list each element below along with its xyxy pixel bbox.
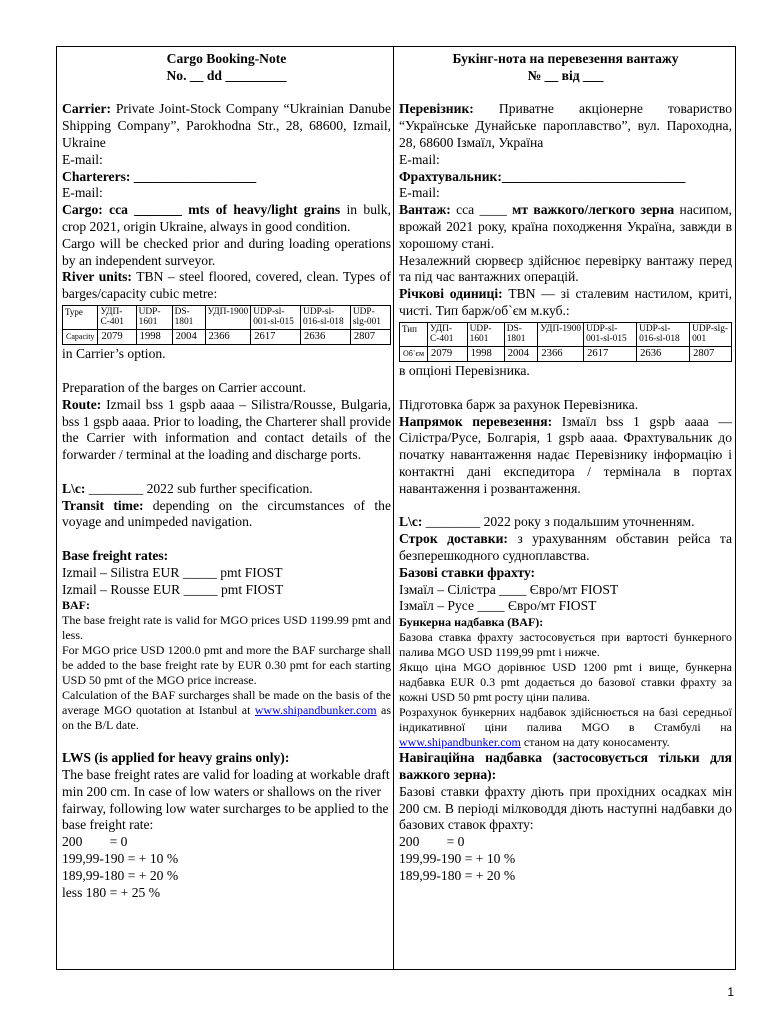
rate-rousse-uk: Ізмаїл – Русе ____ Євро/мт FIOST xyxy=(399,598,597,614)
barge-type: UDP-sl-001-sl-015 xyxy=(251,305,301,329)
lws-row-3-uk: 189,99-180 = + 20 % xyxy=(399,867,516,883)
lws-row-2-uk: 199,99-190 = + 10 % xyxy=(399,850,516,866)
number-en: No. __ dd _________ xyxy=(166,67,287,83)
barges-table-uk xyxy=(399,322,732,363)
cargo-check-en: Cargo will be checked prior and during loading operations by an independent surveyor. xyxy=(62,235,391,268)
lws-row-3-en: 189,99-180 = + 20 % xyxy=(62,867,179,883)
table-capacity-label: Об`єм xyxy=(400,346,428,362)
lws-heading-en: LWS (is applied for heavy grains only): xyxy=(62,750,290,766)
rate-silistra-en: Izmail – Silistra EUR _____ pmt FIOST xyxy=(62,564,283,580)
barge-capacity: 2617 xyxy=(251,329,301,345)
barge-type: DS-1801 xyxy=(504,322,538,346)
rate-silistra-uk: Ізмаїл – Сілістра ____ Євро/мт FIOST xyxy=(399,581,619,597)
baf-text-1-uk: Базова ставка фрахту застосовується при вартості бункерного палива MGO USD 1199,99 pmt і нижче. xyxy=(399,630,732,660)
english-column xyxy=(62,51,391,901)
barge-type: УДП-С-401 xyxy=(98,305,136,329)
barge-type: UDP-slg-001 xyxy=(350,305,390,329)
river-units-uk: Річкові одиниці: TBN — зі сталевим настилом, криті, чисті. Тип барж/об`єм м.куб.: xyxy=(399,286,732,318)
route-en: Route: Izmail bss 1 gspb aaaa – Silistra/Rousse, Bulgaria, bss 1 gspb aaaa. Prior to loading, the Charterer shall provide the Carrier with information and contact details of the forwarder / terminal at the loading and discharge ports. xyxy=(62,396,391,463)
rate-rousse-en: Izmail – Rousse EUR _____ pmt FIOST xyxy=(62,581,284,597)
barge-capacity: 2807 xyxy=(350,329,390,345)
barge-type: УДП-1900 xyxy=(538,322,584,346)
charterers-en: Charterers: __________________ xyxy=(62,168,257,184)
lws-text-en: The base freight rates are valid for loading at workable draft min 200 cm. In case of low waters or shallows on the river fairway, following low water surcharges to be applied to the base freight rate: xyxy=(62,767,390,833)
barge-capacity: 2004 xyxy=(504,346,538,362)
barge-type: UDP-sl-001-sl-015 xyxy=(584,322,637,346)
lc-uk: L\c: ________ 2022 року з подальшим уточненням. xyxy=(399,514,695,530)
barge-type: УДП-С-401 xyxy=(428,322,468,346)
barge-type: UDP-1601 xyxy=(467,322,504,346)
baf-text-3-uk: Розрахунок бункерних надбавок здійснюється на базі середньої індикативної ціни палива MGO в Стамбулі на www.shipandbunker.com станом на дату коносаменту. xyxy=(399,705,732,750)
barge-capacity: 2079 xyxy=(428,346,468,362)
table-type-label: Type xyxy=(63,305,98,329)
lws-text-uk: Базові ставки фрахту діють при прохідних осадках мін 200 см. В періоді мілководдя діють наступні надбавки до базових ставок фрахту: xyxy=(399,783,732,833)
lws-row-1-uk: 200 = 0 xyxy=(399,834,465,850)
cargo-uk: Вантаж: cca ____ мт важкого/легкого зерна насипом, врожай 2021 року, країна походження Україна, завжди в хорошому стані. xyxy=(399,202,732,251)
email-uk-2: E-mail: xyxy=(399,185,440,201)
page-number: 1 xyxy=(727,985,734,999)
table-type-label: Тип xyxy=(400,322,428,346)
barge-capacity: 2366 xyxy=(205,329,251,345)
cargo-en: Cargo: cca _______ mts of heavy/light grains in bulk, crop 2021, origin Ukraine, always in good condition. xyxy=(62,202,391,234)
charterers-uk: Фрахтувальник:___________________________ xyxy=(399,168,686,184)
barge-capacity: 1998 xyxy=(136,329,172,345)
river-units-en: River units: TBN – steel floored, covered, clean. Types of barges/capacity cubic metre: xyxy=(62,269,391,302)
table-capacity-label: Capacity xyxy=(63,329,98,345)
email-en-2: E-mail: xyxy=(62,185,103,201)
barge-capacity: 1998 xyxy=(467,346,504,362)
lc-en: L\c: ________ 2022 sub further specification. xyxy=(62,480,313,496)
title-en: Cargo Booking-Note xyxy=(166,51,287,66)
barge-type: UDP-slg-001 xyxy=(690,322,732,346)
barge-capacity: 2807 xyxy=(690,346,732,362)
barge-capacity: 2079 xyxy=(98,329,136,345)
barge-type: UDP-1601 xyxy=(136,305,172,329)
baf-text-1-en: The base freight rate is valid for MGO prices USD 1199.99 pmt and less. xyxy=(62,613,391,643)
preparation-uk: Підготовка барж за рахунок Перевізника. xyxy=(399,396,639,412)
base-rates-heading-en: Base freight rates: xyxy=(62,548,169,564)
barge-capacity: 2004 xyxy=(172,329,205,345)
baf-text-3-en: Calculation of the BAF surcharges shall be made on the basis of the average MGO quotation at Istanbul at www.shipandbunker.com as on the B/L date. xyxy=(62,688,391,733)
baf-text-2-en: For MGO price USD 1200.0 pmt and more the BAF surcharge shall be added to the base freight rate by EUR 0.30 pmt for each starting USD 50 pmt of the MGO price increase. xyxy=(62,643,391,688)
barge-capacity: 2636 xyxy=(637,346,690,362)
route-uk: Напрямок перевезення: Ізмаїл bss 1 gspb aaaa — Сілістра/Русе, Болгарія, 1 gspb aaaa. Фрахтувальник до початку навантаження надає Перевізнику інформацію і контактні дані експедитора / термінала в портах навантаження і розвантаження. xyxy=(399,413,732,496)
option-en: in Carrier’s option. xyxy=(62,346,166,362)
preparation-en: Preparation of the barges on Carrier account. xyxy=(62,380,306,396)
barge-type: DS-1801 xyxy=(172,305,205,329)
baf-text-2-uk: Якщо ціна MGO дорівнює USD 1200 pmt і вище, бункерна надбавка EUR 0.3 pmt додається до базової ставки фрахту за кожні USD 50 pmt росту ціни палива. xyxy=(399,660,732,705)
base-rates-heading-uk: Базові ставки фрахту: xyxy=(399,564,536,580)
barge-capacity: 2617 xyxy=(584,346,637,362)
lws-row-2-en: 199,99-190 = + 10 % xyxy=(62,850,179,866)
shipandbunker-link[interactable]: www.shipandbunker.com xyxy=(254,703,377,718)
transit-en: Transit time: depending on the circumstances of the voyage and unimpeded navigation. xyxy=(62,497,391,530)
baf-heading-en: BAF: xyxy=(62,598,90,613)
column-divider xyxy=(393,46,394,970)
barge-type: UDP-sl-016-sl-018 xyxy=(301,305,351,329)
lws-heading-uk: Навігаційна надбавка (застосовується тільки для важкого зерна): xyxy=(399,750,732,782)
baf-heading-uk: Бункерна надбавка (BAF): xyxy=(399,615,544,630)
transit-uk: Строк доставки: з урахуванням обставин рейса та безперешкодного судноплавства. xyxy=(399,531,733,564)
barge-type: UDP-sl-016-sl-018 xyxy=(637,322,690,346)
cargo-check-uk: Незалежний сюрвеєр здійснює перевірку вантажу перед та під час вантажних операцій. xyxy=(399,252,732,285)
carrier-en: Carrier: Private Joint-Stock Company “Ukrainian Danube Shipping Company”, Parokhodna Str., 28, 68600, Izmail, Ukraine xyxy=(62,101,391,150)
barge-type: УДП-1900 xyxy=(205,305,251,329)
shipandbunker-link[interactable]: www.shipandbunker.com xyxy=(399,735,521,750)
email-en-1: E-mail: xyxy=(62,151,103,167)
barge-capacity: 2366 xyxy=(538,346,584,362)
barges-table-en xyxy=(62,305,391,346)
lws-row-1-en: 200 = 0 xyxy=(62,834,128,850)
ukrainian-column xyxy=(399,51,732,885)
lws-row-4-en: less 180 = + 25 % xyxy=(62,884,161,900)
carrier-uk: Перевізник: Приватне акціонерне товариство “Українське Дунайське пароплавство”, вул. Пароходна, 28, 68600 Ізмаїл, Україна xyxy=(399,101,732,150)
option-uk: в опціоні Перевізника. xyxy=(399,363,530,379)
barge-capacity: 2636 xyxy=(301,329,351,345)
title-uk: Букінг-нота на перевезення вантажу xyxy=(452,51,679,66)
number-uk: № __ від ___ xyxy=(527,67,604,83)
email-uk-1: E-mail: xyxy=(399,151,440,167)
